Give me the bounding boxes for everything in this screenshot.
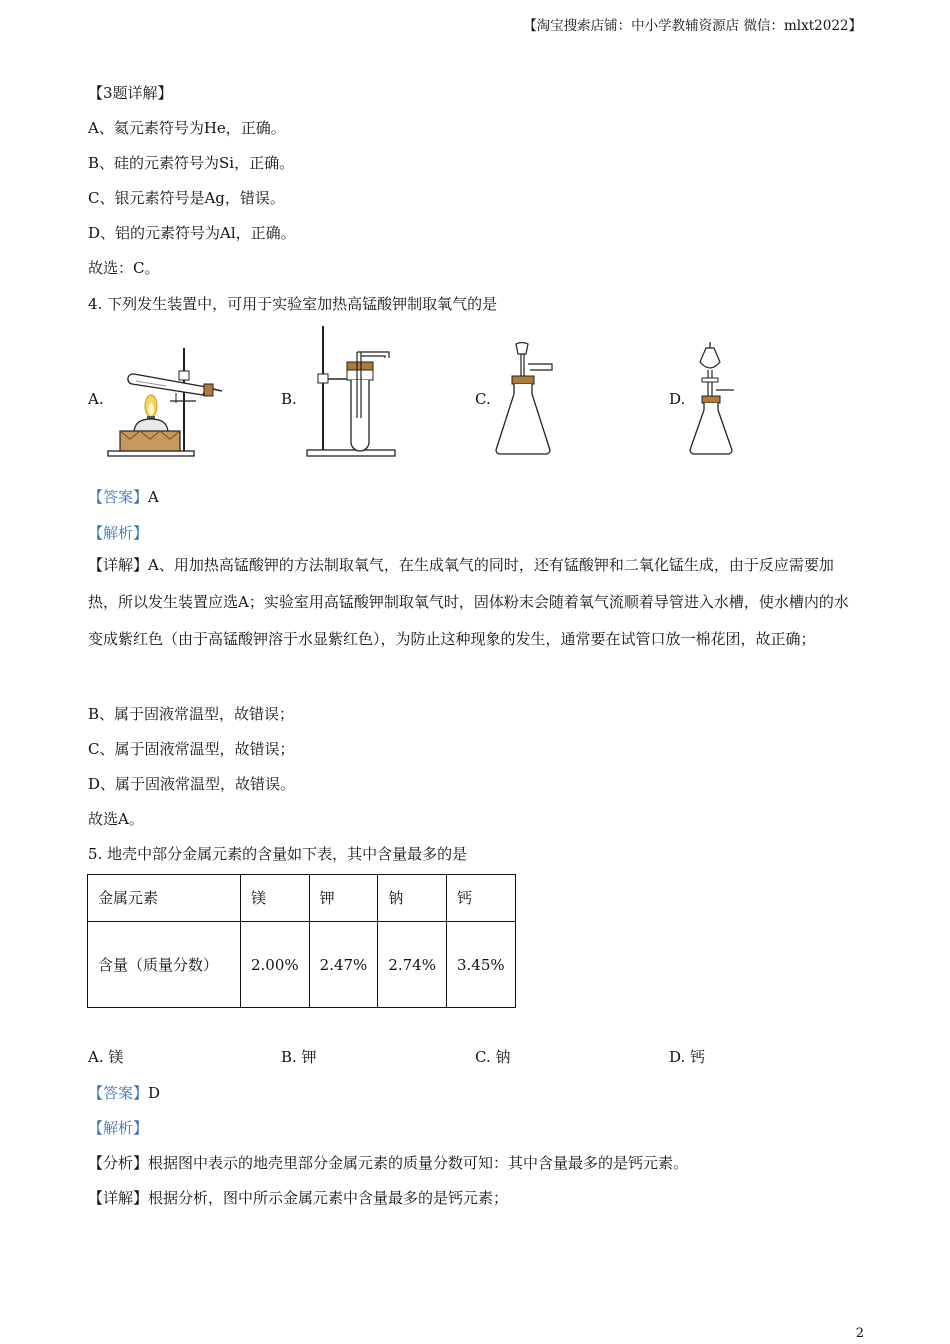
- table-cell: 钾: [309, 875, 378, 922]
- q4-option-c-label: C.: [475, 390, 491, 408]
- q3-line-c: C、银元素符号是Ag，错误。: [88, 189, 285, 207]
- table-cell: 2.74%: [378, 922, 447, 1008]
- q3-conclusion: 故选：C。: [88, 259, 160, 277]
- q5-analysis-label: 【解析】: [88, 1119, 149, 1137]
- q4-option-d-label: D.: [669, 390, 686, 408]
- table-cell: 3.45%: [446, 922, 515, 1008]
- q3-line-b: B、硅的元素符号为Si，正确。: [88, 154, 295, 172]
- page-number: 2: [855, 1326, 864, 1341]
- table-cell: 钠: [378, 875, 447, 922]
- metal-content-table: [87, 874, 516, 1008]
- page-header: 【淘宝搜索店铺：中小学教辅资源店 微信：mlxt2022】: [523, 18, 862, 34]
- table-row: [88, 875, 516, 922]
- q4-question: 4. 下列发生装置中，可用于实验室加热高锰酸钾制取氧气的是: [88, 295, 498, 313]
- q4-line-d: D、属于固液常温型，故错误。: [88, 775, 296, 793]
- q4-line-c: C、属于固液常温型，故错误；: [88, 740, 295, 758]
- table-cell: 含量（质量分数）: [88, 922, 241, 1008]
- q5-answer: [88, 1082, 160, 1103]
- table-cell: 2.47%: [309, 922, 378, 1008]
- q4-option-b-label: B.: [281, 390, 297, 408]
- table-row: [88, 922, 516, 1008]
- apparatus-a-heating-tube: [106, 343, 226, 459]
- q5-analyze: 【分析】根据图中表示的地壳里部分金属元素的质量分数可知：其中含量最多的是钙元素。: [88, 1154, 689, 1172]
- q5-option-c: C. 钠: [475, 1048, 511, 1066]
- q3-title: 【3题详解】: [88, 84, 173, 102]
- q3-line-d: D、铝的元素符号为Al，正确。: [88, 224, 296, 242]
- table-cell: 钙: [446, 875, 515, 922]
- q4-analysis-label: 【解析】: [88, 524, 149, 542]
- apparatus-c-flask-long-funnel: [492, 340, 558, 458]
- answer-label: 【答案】: [88, 1084, 149, 1102]
- q5-option-a: A. 镁: [88, 1048, 124, 1066]
- table-cell: 镁: [241, 875, 310, 922]
- q3-line-a: A、氦元素符号为He，正确。: [88, 119, 286, 137]
- q4-conclusion: 故选A。: [88, 810, 144, 828]
- q5-detail: 【详解】根据分析，图中所示金属元素中含量最多的是钙元素；: [88, 1189, 509, 1207]
- q4-line-b: B、属于固液常温型，故错误；: [88, 705, 295, 723]
- q4-detail-paragraph: [88, 547, 862, 658]
- answer-value: A: [148, 488, 159, 506]
- q5-question: 5. 地壳中部分金属元素的含量如下表，其中含量最多的是: [88, 845, 468, 863]
- q5-option-b: B. 钾: [281, 1048, 317, 1066]
- apparatus-b-test-tube-stand: [303, 322, 399, 460]
- detail-label: 【详解】: [88, 556, 149, 574]
- q4-answer: [88, 486, 159, 507]
- answer-value: D: [148, 1084, 161, 1102]
- apparatus-d-flask-separatory-funnel: [686, 340, 750, 458]
- q5-option-d: D. 钙: [669, 1048, 706, 1066]
- detail-text: A、用加热高锰酸钾的方法制取氧气，在生成氧气的同时，还有锰酸钾和二氧化锰生成，由于反应需要加热，所以发生装置应选A；实验室用高锰酸钾制取氧气时，固体粉末会随着氧气流顺着导管进入水槽，使水槽内的水变成紫红色（由于高锰酸钾溶于水显紫红色），为防止这种现象的发生，通常要在试管口放一棉花团，故正确；: [88, 556, 849, 648]
- answer-label: 【答案】: [88, 488, 149, 506]
- q4-option-a-label: A.: [88, 390, 104, 408]
- table-cell: 2.00%: [241, 922, 310, 1008]
- table-cell: 金属元素: [88, 875, 241, 922]
